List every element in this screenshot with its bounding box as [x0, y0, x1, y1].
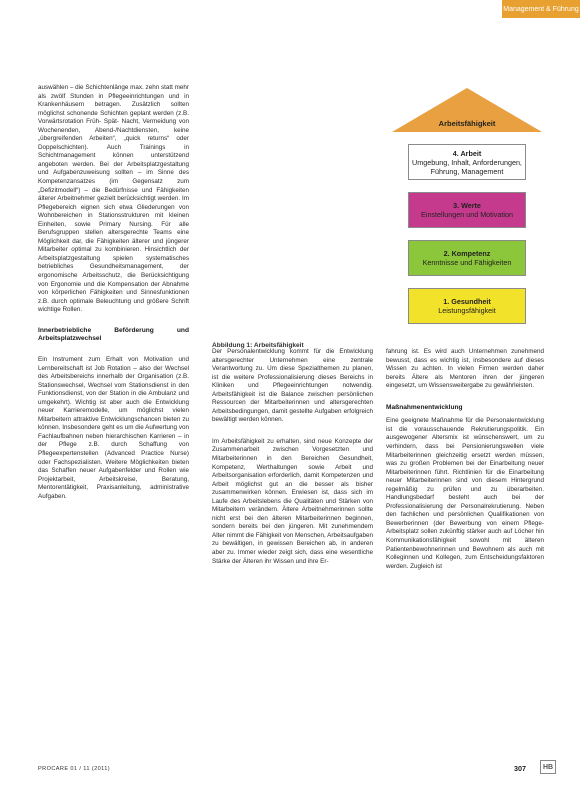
publisher-logo: HB	[540, 760, 556, 774]
level-subtitle: Kenntnisse und Fähigkeiten	[422, 258, 512, 267]
page-number: 307	[514, 764, 526, 773]
figure-caption: Abbildung 1: Arbeitsfähigkeit	[212, 342, 304, 349]
level-3-block	[408, 192, 526, 228]
level-2-block	[408, 240, 526, 276]
level-title: 1. Gesundheit	[443, 297, 491, 306]
level-title: 4. Arbeit	[452, 148, 482, 158]
body-paragraph: Ein Instrument zum Erhalt von Motivation und Lernbereitschaft ist Job Rotation – also der Wechsel des Arbeitsbereichs innerhalb der Organisation (z.B. Stationswechsel, Wechsel vom Stationsdienst in den Funktionsdienst, von der Station in die Ambulanz und umgekehrt). Wichtig ist aber auch die Entwicklung neuer Karrieremodelle, um möglichst vielen Mitarbeitern attraktive Entwicklungschancen bieten zu können. Insbesondere geht es um die Aufwertung von Fachlaufbahnen neben hierarchischen Karrieren – in der Pflege z.B. durch Schaffung von Pflegeexpertenstellen (Advanced Practice Nurse) oder Fachspezialisten. Weitere Möglichkeiten bieten das Schaffen neuer Aufgabenfelder und Rollen wie Projektarbeit, Arbeitskreise, Beratung, Mentorentätigkeit, Praxisanleitung, administrative Aufgaben.	[38, 355, 189, 500]
level-subtitle: Leistungsfähigkeit	[438, 306, 496, 315]
body-paragraph: Eine geeignete Maßnahme für die Personalentwicklung ist die vorausschauende Rekrutierungspolitik. Ein ausgewogener Altersmix ist wünschenswert, um zu verhindern, dass bei Pensionierungswellen viele Mitarbeiterinnen gleichzeitig ersetzt werden müssen, was zu großen Problemen bei der Einarbeitung neuer Mitarbeiterinnen führt. Richtlinien für die Einarbeitung neuer Mitarbeiterinnen sind von diesem Hintergrund regelmäßig zu prüfen und zu überarbeiten. Handlungsbedarf besteht auch bei der Professionalisierung der Personalrekrutierung. Neben den fachlichen und persönlichen Qualifikationen von Bewerberinnen (der Bewerbung von einem Pflege-Arbeitsplatz sollen zukünftig stärker auch auf Löcher hin Kommunikationsfähigkeit sowohl mit älteren Patientenbewohnerinnen und Bewohnern als auch mit Kolleginnen und Kollegen, zum Entscheidungsfaktoren werden. Zugleich ist	[386, 417, 544, 570]
level-1-block	[408, 288, 526, 324]
level-subtitle: Umgebung, Inhalt, Anforderungen, Führung, Management	[412, 157, 522, 176]
text-column-right	[386, 348, 544, 571]
body-paragraph: auswählen – die Schichtenlänge max. zehn statt mehr als zwölf Stunden in Pflegeeinrichtungen und in Krankenhäusern betragen. Zusätzlich sollten möglichst schonende Schichten geplant werden (z.B. Vorwärtsrotation Früh- Spät- Nacht, Vermeidung von Wochenenden, Abend-/Nachtdiensten, keine „übergreifenden Arbeiten“, „quick returns“ oder Doppelschichten). Auch Trainings in Schichtmanagement können unterstützend angeboten werden. Bei der Arbeitsplatzgestaltung und Aufgabenzuweisung sollten – im Sinne des Kompetenzansatzes (im Gegensatz zum „Defizitmodell“) – die Bedürfnisse und Fähigkeiten älterer Arbeitnehmer gezielt berücksichtigt werden. Im Pflegebereich eignen sich etwa Gliederungen von Wohnbereichen in Stationsstrukturen mit kleinen Einheiten, sowie Primary Nursing. Für alle Berufsgruppen stellen altersgerechte Teams eine Möglichkeit dar, die Fähigkeiten älterer und jüngerer Mitarbeiter optimal zu kombinieren. Hinsichtlich der Arbeitsplatzgestaltung spielen systematisches betriebliches Gesundheitsmanagement, der ergonomische Arbeitsschutz, die Berücksichtigung von Ergonomie und die Kompensation der Abnahme von körperlichen Fähigkeiten und Sinnesfunktionen z.B. durch optimale Beleuchtung und größere Schrift wichtige Rollen.	[38, 84, 189, 314]
work-ability-diagram	[212, 88, 552, 338]
section-heading: Maßnahmenentwicklung	[386, 403, 463, 411]
level-4-block	[408, 144, 526, 180]
section-tab: Management & Führung	[502, 0, 580, 18]
level-title: 3. Werte	[453, 201, 481, 210]
level-title: 2. Kompetenz	[443, 249, 491, 258]
roof-label: Arbeitsfähigkeit	[438, 119, 496, 128]
text-column-left	[38, 84, 189, 501]
journal-footer: PROCARE 01 / 11 (2011)	[38, 766, 111, 772]
level-subtitle: Einstellungen und Motivation	[421, 210, 513, 219]
body-paragraph: fahrung ist. Es wird auch Unternehmen zunehmend bewusst, dass es wichtig ist, insbesondere auf dieses Wissen zu achten. In vielen Firmen werden daher bereits Ältere als Mentoren ihren der jüngeren eingesetzt, um Wissensweitergabe zu gewährleisten.	[386, 348, 544, 390]
text-column-middle	[212, 348, 373, 566]
body-paragraph: Der Personalentwicklung kommt für die Entwicklung altersgerechter Unternehmen eine zentrale Verantwortung zu. Um diese Spezialthemen zu planen, ist die weitere Professionalisierung dieses Bereichs in Kliniken und Pflegeeinrichtungen notwendig. Arbeitsfähigkeit ist die Balance zwischen persönlichen Ressourcen der Mitarbeiterinnen und altersgerechten Arbeitsbedingungen, damit gestellte Aufgaben erfolgreich bewältigt werden können.	[212, 348, 373, 424]
section-heading: Innerbetriebliche Beförderung und Arbeitsplatzwechsel	[38, 326, 189, 343]
body-paragraph: Im Arbeitsfähigkeit zu erhalten, sind neue Konzepte der Zusammenarbeit zwischen Vorgesetzten und Mitarbeiterinnen in den Bereichen Gesundheit, Kompetenz, Werthaltungen sowie Arbeit und Arbeitsorganisation erforderlich, damit Kompetenzen und Arbeit möglichst gut an die besser als bisher zusammenwirken können. Erwiesen ist, dass sich im Laufe des Arbeitslebens die Qualitäten und Stärken von Mitarbeitern verändern. Ältere Arbeitnehmerinnen sollte nicht erst bei den älteren Mitarbeiterinnen beginnen, sondern bereits bei den jüngeren. Mit zunehmendem Alter nimmt die Fähigkeit von Menschen, Arbeitsaufgaben zu bewältigen, in gewissen Bereichen ab, in anderen aber zu. Immer wieder zeigt sich, dass eine wesentliche Stärke der Älteren ihr Wissen und ihre Er-	[212, 437, 374, 565]
